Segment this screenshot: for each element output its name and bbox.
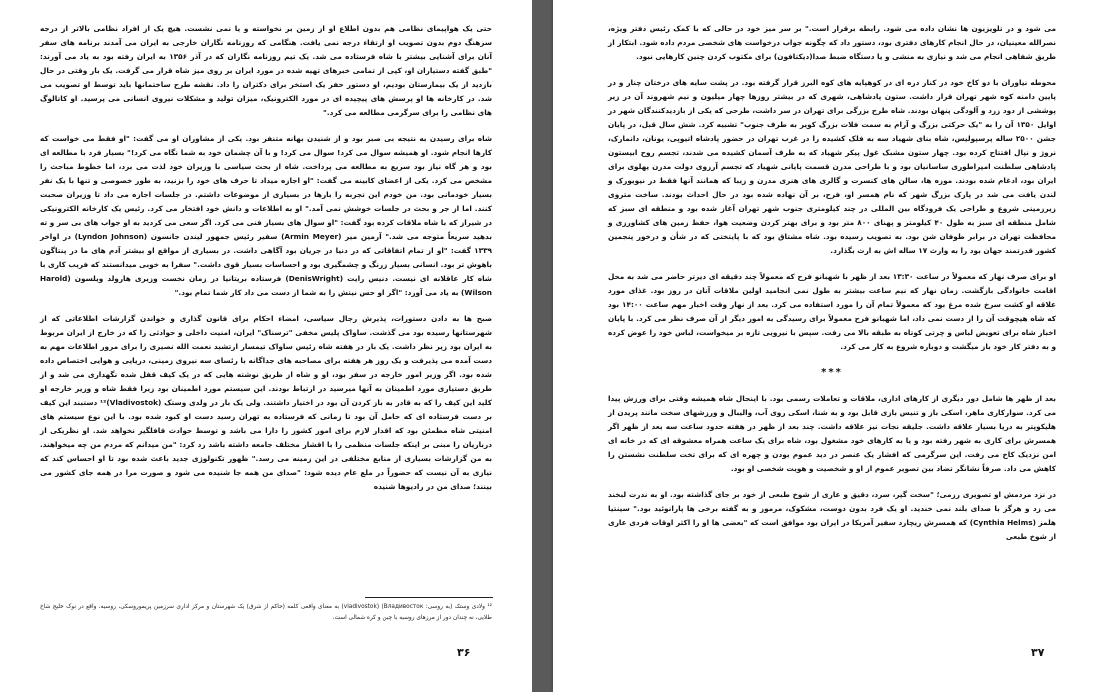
footnote-divider: [365, 597, 493, 598]
page-gutter: [532, 0, 553, 692]
left-paragraph-1: حتی یک هواپیمای نظامی هم بدون اطلاع او از زمین بر نخواسته و یا نمی نشست. هیچ یک از افراد نظامی بالاتر از درجه سرهنگ دوم بدون تصویب او ارتقاء درجه نمی یافت. هنگامی که روزنامه نگاران خارجی به ایران می آمدند برنامه های سفر آنان برای آشنایی بیشتر با شاه فرستاده می شد. یک تیم روزنامه نگاران که در آذر ۱۳۵۶ به ایران رفته بود به یاد می آورند: "طبق گفته دستیاران او، کپی از تمامی خبرهای تهیه شده در مورد ایران بر روی میز شاه قرار می گرفت. یک بار وقتی در حال بازدید از یک بیمارستان بودیم، او دستور حفر یک استخر برای دکتران را داد. نقشه طرح ساختمانها باید توسط او تصویب می شد. در کارخانه ها او پرسش های پیچیده ای در مورد الکترونیک، میزان تولید و مشکلات نیروی انسانی می پرسید. او کاتالوگ های نظامی را برای سرگرمی مطالعه می کرد.": [40, 24, 492, 117]
right-paragraph-5: در نزد مردمش او تصویری رزمی؛ "سخت گیر، سرد، دقیق و عاری از شوخ طبعی از خود بر جای گذاشته بود. او به ندرت لبخند می زد و هرگز با صدای بلند نمی خندید. او یک فرد بدون دوست، مشکوک، مرموز و به گفته برخی ها پارانوئید بود." سینتیا هلمز (Cynthia Helms) که همسرش ریچارد سفیر آمریکا در ایران بود موافق است که "بعضی ها او را اکثر اوقات فردی عاری از شوخ طبعی: [608, 490, 1056, 541]
right-paragraph-4: بعد از ظهر ها شامل دور دیگری از کارهای اداری، ملاقات و تعاملات رسمی بود. با اینحال شاه همیشه وقتی برای ورزش پیدا می کرد. سوارکاری ماهر، اسکی باز و تنیس بازی قابل بود و به شنا، اسکی روی آب، والیبال و ورزشهای سخت مانند پریدن از هلیکوپتر به دریا بسیار علاقه داشت. جلیقه نجات نیز علاقه داشت. چند بعد از ظهر در هفته حدود ساعت سه بعد از ظهر اگر همسرش برای کاری به شهر رفته بود و یا به کارهای خود مشغول بود، شاه برای یک ساعت همراه معشوقه ای که در خانه ای امن نزدیک کاخ می رفت. این سرگرمی که افشار یک عنصر در دید عموم بودن و چهره ای که برای تخت سلطنت نشستن را کاهش می داد. صرفاً نشانگر تضاد بین تصویر عموم از او و شخصیت و هویت شخصی او بود.: [608, 394, 1056, 473]
left-paragraph-3: صبح ها به دادن دستورات، پذیرش رجال سیاسی، امضاء احکام برای قانون گذاری و خواندن گزارشات اطلاعاتی که از شهرستانها رسیده بود می گذشت. ساواک پلیس مخفی "ترسناک" ایران، امنیت داخلی و حوادثی را که در خارج از ایران مربوط به ایران بود زیر نظر داشت. یک بار در هفته شاه رئیس ساواک تیمسار ارتشبد نعمت الله نصیری را برای مرور اطلاعات مهم به دست آمده می پذیرفت و یک روز هر هفته برای مصاحبه های جداگانه با رئسای سه نیروی زمینی، دریایی و هوایی اختصاص داده شده بود. اگر وزیر امور خارجه در سفر بود، او و شاه از طریق نوشته هایی که در یک کیف قفل شده نگهداری می شد و از طریق دستیاری مورد اطمینان به آنها میرسید در ارتباط بودند. این سیستم مورد اطمینان بود زیرا فقط شاه و وزیر خارجه او کلید این کیف را که به قادر به باز کردن آن بود در اختیار داشتند. ولی یک بار در ولدی وستک (Vladivostok)¹² دستبند این کیف بر دست فرستاده ای که حامل آن بود تا زمانی که فرستاده به تهران رسید دست او کبود شده بود. با این نوع سیستم های امنیتی شاه مطمئن بود که اقدار لازم برای امور کشور را دارا می باشد و توسط حوادث قافلگیر نخواهد شد. او نظریکی از درباریان را مبنی بر اینکه جلسات منظمی را با اقشار مختلف جامعه داشته باشد رد کرد: "من میدانم که مردم من چه میخواهند. به من گزارشات بسیاری از منابع مختلفی در این زمینه می رسد." ظهور تکنولوژی جدید باعث شده بود تا او احساس کند که نیازی به آن نیست که حضوراً در ملع عام دیده شود: "صدای من همه جا شنیده می شود و صورت مرا در همه جای کشور می بینند؛ صدای من در رادیوها شنیده: [40, 314, 492, 491]
left-paragraph-2: شاه برای رسیدن به نتیجه بی صبر بود و از شنیدن بهانه متنفر بود. یکی از مشاوران او می گفت: "او فقط می خواست که کارها انجام شود. او همیشه سوال می کرد! سوال می کرد! و با آن چشمان خود به شما نگاه می کرد!" بسیار فرد با مطالعه ای بود و هر گاه نیاز بود سریع به مطالعه می پرداخت. شاه از بحث سیاسی با وزیران خود لذت می برد، اما خطوط مباحث را مشخص می کرد. یکی از اعضای کابینه می گفت: "او اجازه میداد تا حرف های خود را بزنید، به طور خصوصی و تنها با یک نفر بسیار خودمانی بود. من خودم این تجربه را بارها در بسیاری از موضوعات داشتم. در جلسات اجازه می داد تا وزیران صحبت کنند. اما از جر و بحث در جلسات خوشش نمی آمد." او به اطلاعات و دانش خود افتخار می کرد. رئیس یک کارخانه الکترونیکی در شیراز که با شاه ملاقات کرده بود گفت: "او سوال های بسیار فنی می کرد. اگر سعی می کردید به او جواب های بی سر و ته بدهید سریعاً متوجه می شد." آرمین میر (Armin Meyer) سفیر رئیس جمهور لیندن جانسون (Lyndon Johnson) در اواخر ۱۳۳۹ گفت: "او از تمام اتفاقاتی که در دنیا در جریان بود آگاهی داشت. در بسیاری از مواقع او بیشتر آدم های ما در پنتاگون باهوش تر بود. انسانی بسیار زرنگ و چشمگیری بود و احساسات بسیار قوی داشت." سفرا به خوبی میدانستند که فریب کاری با شاه کار عاقلانه ای نیست. دنیس رایت (DenisWright) فرستاده بریتانیا در زمان نخست وزیری هارولد ویلسون (Harold Wilson) به یاد می آورد: "اگر او حس نیتش را به شما از دست می داد کار شما تمام بود.": [40, 134, 492, 297]
right-page-text: [608, 22, 1056, 556]
right-paragraph-1: می شود و در تلویزیون ها نشان داده می شود. رابطه برقرار است." بر سر میز خود در حالی که با کمک رئیس دفتر ویژه، نصرالله معینیان، در حال انجام کارهای دفتری بود، دستور داد که چگونه جواب درخواست های شخصی مردم داده شود. ابتکار از طریق شفاهی انجام می شد و نیازی به منشی و یا دستگاه ضبط صدا(دیکتافون) برای مکتوب کردن چنین کارهایی نبود.: [608, 24, 1056, 61]
right-page: [553, 0, 1093, 692]
section-separator: ***: [821, 367, 843, 378]
left-page: [0, 0, 532, 692]
page-number-left: ۳۶: [457, 646, 471, 659]
footnote: ¹² ولادی وستک (به روسی: Владивосток) (vladivostok) به معنای واقعی کلمه (حاکم از شرق) یک شهرستان و مرکز اداری سرزمین پریموروسکی، روسیه، واقع در نوک خلیج شاخ طلایی، نه چندان دور از مرزهای روسیه با چین و کره شمالی است.: [40, 604, 492, 621]
left-page-text: [40, 22, 492, 506]
right-paragraph-3: او برای صرف نهار که معمولاً در ساعت ۱۳:۳۰ بعد از ظهر با شهبانو فرح که معمولاً چند دقیقه ای دیرتر حاضر می شد به محل اقامت خانوادگی بازگشت. زمان نهار که نیم ساعت بیشتر به طول نمی انجامید اولین ملاقات آنان در روز بود. غذای مورد علاقه او کشت سرخ شده مرغ بود که معمولاً تمام آن را مورد استفاده می کرد. بعد از نهار وقت اخبار مهم ساعت ۱۴:۰۰ بود که شاه هیچوقت آن را از دست نمی داد، اما شهبانو فرح معمولاً برای رسیدگی به امور دیگر از آن صرف نظر می کرد. با پایان اخبار شاه برای تعویض لباس و چرتی کوتاه به طبقه بالا می رفت. سپس با نیرویی تازه بر میخواست، لباس خود را عوض کرده و به دفتر کار خود باز میگشت و دوباره شروع به کار می کرد.: [608, 272, 1056, 351]
right-paragraph-2: محوطه نیاوران با دو کاخ خود در کنار دره ای در کوهپایه های کوه البرز قرار گرفته بود. در پشت سایه های درختان چنار و در پایین دامنه کوه شهر تهران قرار داشت. ستون پادشاهی، شهری که در بیشتر روزها چهار میلیون و نیم شهروند آن در زیر پوششی از دود زرد و آلودگی پنهان بودند. شاه طرح بزرگی برای تهران در سر داشت، طرحی که یکی از بازدیدکنندگان شهر در اوایل ۱۳۵۰ آن را به "یک حرکتی بزرگ و آرام به سمت فلات بزرگ کویر به طرف جنوب" تشبیه کرد. شش سال قبل، در پایان جشن ۲۵۰۰ ساله پرسپولیس، شاه بنای شهیاد سه به فلک کشیده را در غرب تهران در حضور پادشاه اتیوپی، یونان، دانمارک، نروژ و نپال افتتاح کرده بود. چهار ستون مشبک غول پیکر شهیاد که به طرف آسمان کشیده می شدند، تجسم روح ابیستون پادشاهی سلطنت امپراطوری ساسانیان بود و با طراحی مدرن قسمت پایانی شهیاد که تجسم آرزوی دولت مدرن پهلوی برای ایران بود، ادغام شده بودند. موزه ها، سالن های کنسرت و گالری های هنری مدرن و زیبا که همانند آنها فقط در نیویورک و لندن یافت می شد در پارک بزرگ شهر که نام همسر او، فرح، بر آن نهاده شده بود در حال احداث بودند. ساخت متروی زیرزمینی شروع و طراحی یک فرودگاه بین المللی در چند کیلومتری جنوب شهر تهران آغاز شده بود و منطقه ای سبز که شامل منطقه ای سبز به طول ۴۰ کیلومتر و پهنای ۸۰۰ متر بود و برای بهتر کردن وضعیت هوا، حفظ زمین های کشاورزی و محافظت تهران در برابر طوفان شن بود. به تصویب رسیده بود. شاه مشتاق بود که با پایتختی که در شأن و درخور پنجمین کشور قدرتمند جهان بود را به وارث ۱۷ ساله اش به ارث بگذارد.: [608, 78, 1056, 255]
page-number-right: ۳۷: [1031, 646, 1045, 659]
